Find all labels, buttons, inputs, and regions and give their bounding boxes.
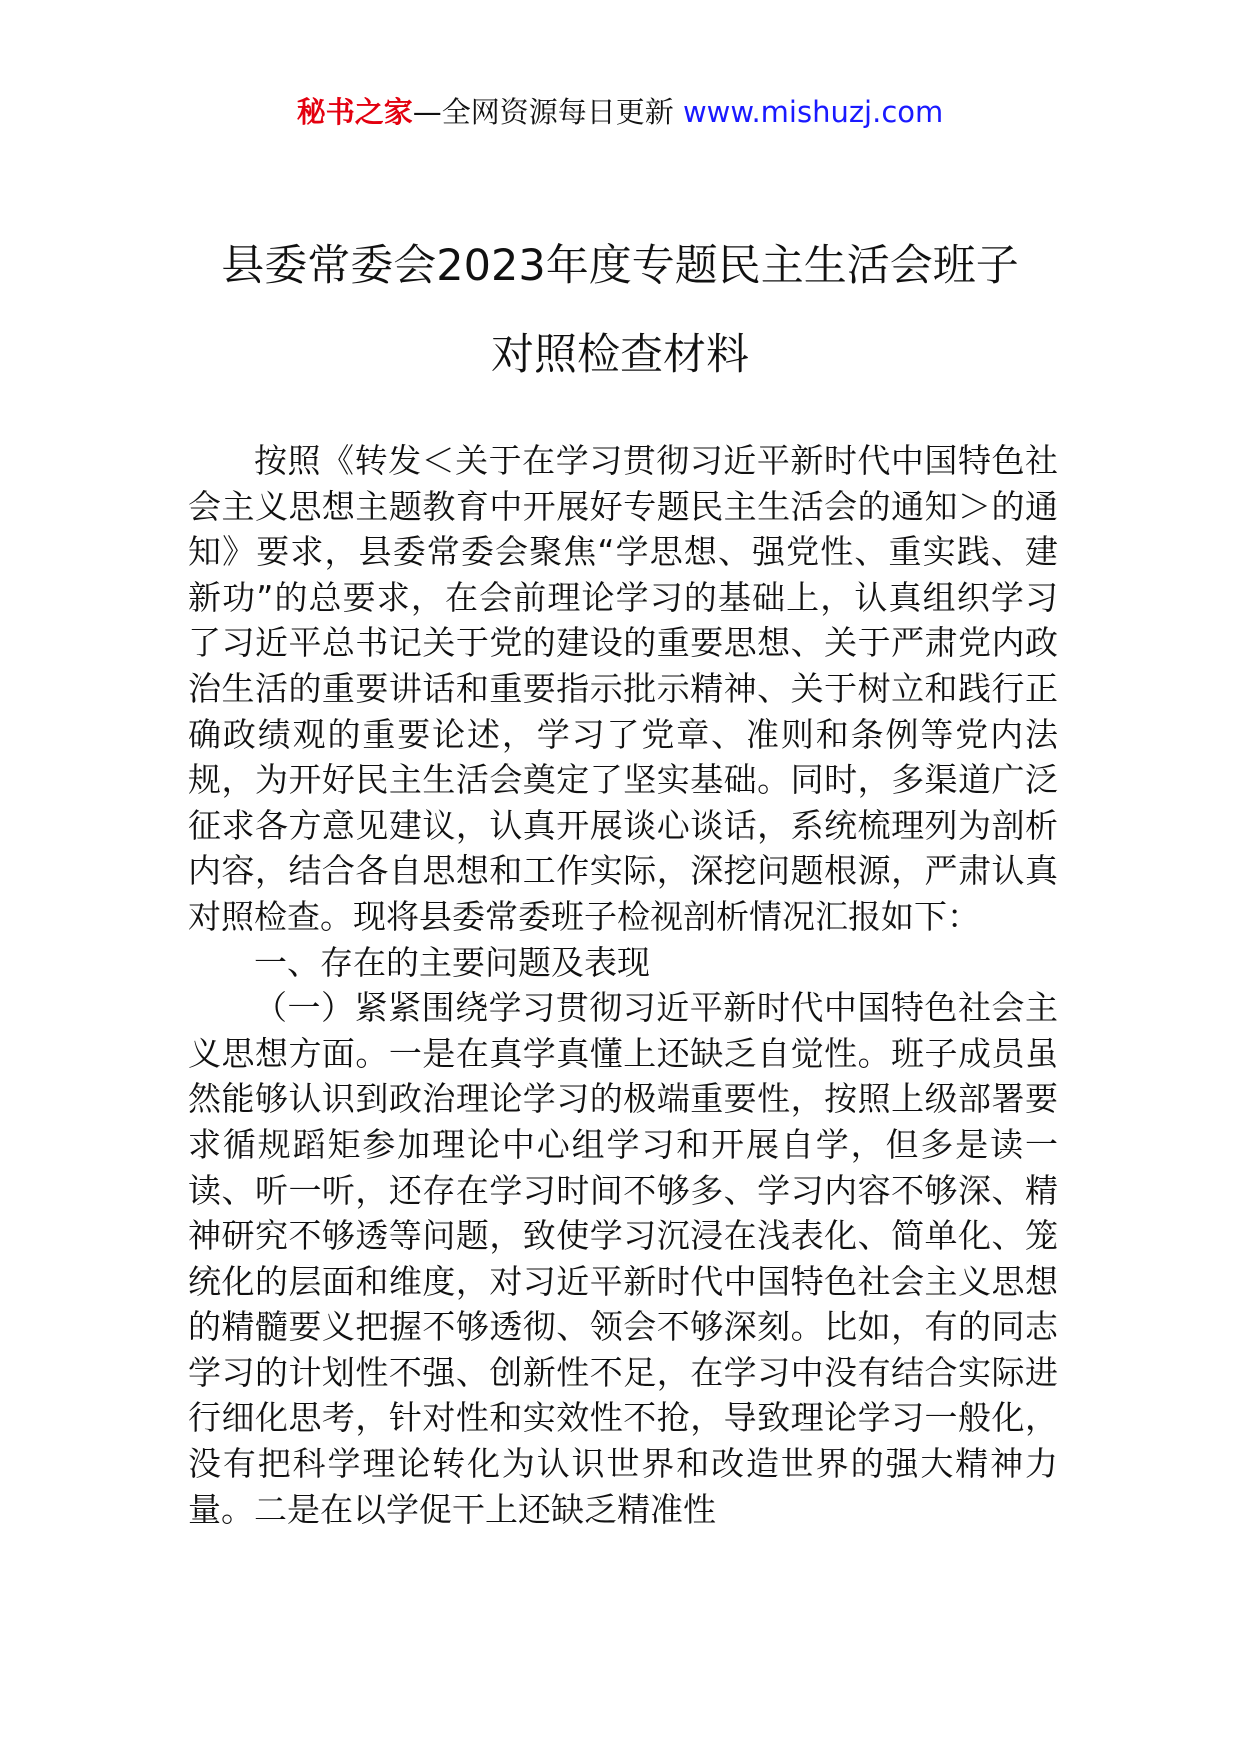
site-tagline: —全网资源每日更新: [412, 95, 674, 129]
site-url-link[interactable]: www.mishuzj.com: [682, 95, 944, 129]
document-body: [188, 438, 1058, 1532]
document-title-line-2: 对照检查材料: [491, 330, 749, 380]
paragraph-intro: 按照《转发＜关于在学习贯彻习近平新时代中国特色社会主义思想主题教育中开展好专题民主生活会的通知＞的通知》要求，县委常委会聚焦“学思想、强党性、重实践、建新功”的总要求，在会前理论学习的基础上，认真组织学习了习近平总书记关于党的建设的重要思想、关于严肃党内政治生活的重要讲话和重要指示批示精神、关于树立和践行正确政绩观的重要论述，学习了党章、准则和条例等党内法规，为开好民主生活会奠定了坚实基础。同时，多渠道广泛征求各方意见建议，认真开展谈心谈话，系统梳理列为剖析内容，结合各自思想和工作实际，深挖问题根源，严肃认真对照检查。现将县委常委班子检视剖析情况汇报如下：: [188, 441, 1058, 936]
brand-name: 秘书之家: [296, 95, 413, 129]
site-header: [0, 92, 1240, 132]
document-title-line-1: 县委常委会2023年度专题民主生活会班子: [221, 241, 1019, 291]
paragraph-section-1-1: （一）紧紧围绕学习贯彻习近平新时代中国特色社会主义思想方面。一是在真学真懂上还缺乏自觉性。班子成员虽然能够认识到政治理论学习的极端重要性，按照上级部署要求循规蹈矩参加理论中心组学习和开展自学，但多是读一读、听一听，还存在学习时间不够多、学习内容不够深、精神研究不够透等问题，致使学习沉浸在浅表化、简单化、笼统化的层面和维度，对习近平新时代中国特色社会主义思想的精髓要义把握不够透彻、领会不够深刻。比如，有的同志学习的计划性不强、创新性不足，在学习中没有结合实际进行细化思考，针对性和实效性不抢，导致理论学习一般化，没有把科学理论转化为认识世界和改造世界的强大精神力量。二是在以学促干上还缺乏精准性: [188, 988, 1058, 1529]
section-heading-1: 一、存在的主要问题及表现: [254, 942, 650, 982]
